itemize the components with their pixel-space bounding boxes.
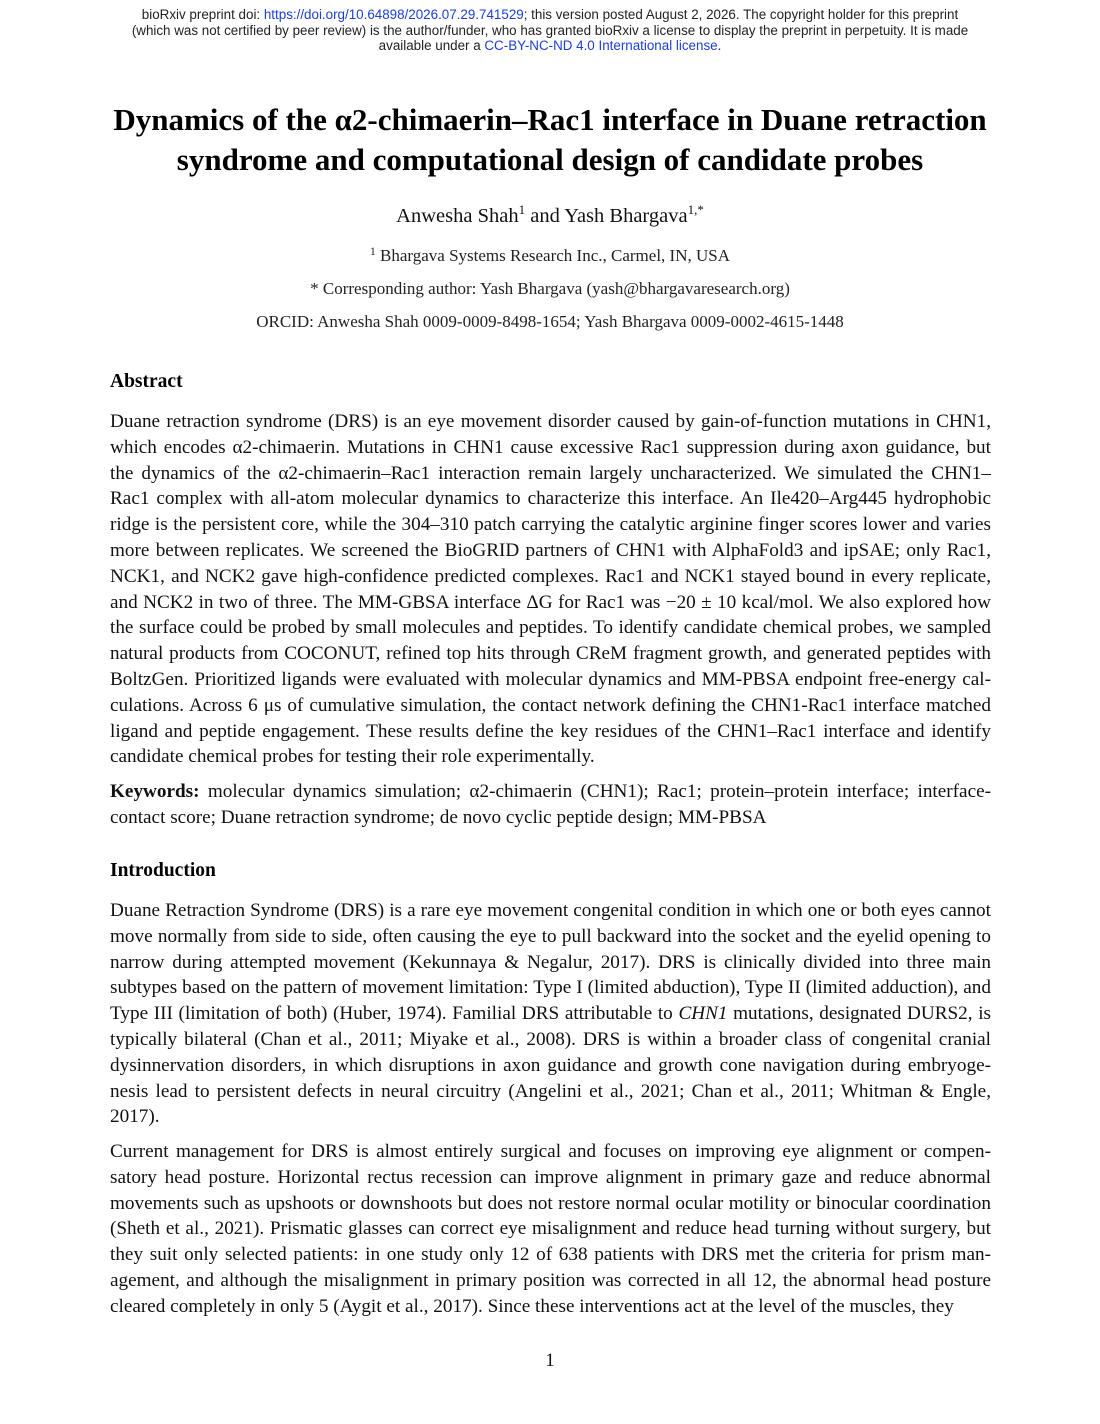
affiliation-text: Bhargava Systems Research Inc., Carmel, IN, USA xyxy=(375,246,730,265)
banner-line-2: (which was not certified by peer review) is the author/funder, who has granted bioRxiv a license to display the preprint in perpetuity. It is made xyxy=(131,22,969,38)
intro-p1-text-b: mutations, designated DURS2, is typically bilateral (Chan et al., 2011; Miyake et al., 2008). DRS is within a broader class of congenital cranial dysinnervation disorders, in which disruptions in axon guidance and growth cone navigation during embryogenesis lead to persistent defects in neural circuitry (Angelini et al., 2021; Chan et al., 2011; Whitman & Engle, 2017). xyxy=(110,1003,991,1128)
banner-doi-prefix: bioRxiv preprint doi: xyxy=(141,7,264,22)
affiliation-mark: 1 xyxy=(370,246,376,258)
abstract-body: Duane retraction syndrome (DRS) is an eye movement disorder caused by gain-of-function mutations in CHN1, which encodes α2-chimaerin. Mutations in CHN1 cause excessive Rac1 suppression during axon guidance, but the dynamics of the α2-chimaerin–Rac1 interaction remain largely uncharacterized. We simulated the CHN1–Rac1 complex with all-atom molecular dynamics to characterize this interface. An Ile420–Arg445 hydrophobic ridge is the persistent core, while the 304–310 patch carrying the catalytic arginine finger scores lower and varies more between replicates. We screened the BioGRID partners of CHN1 with AlphaFold3 and ipSAE; only Rac1, NCK1, and NCK2 gave high-confidence predicted complexes. Rac1 and NCK1 stayed bound in every replicate, and NCK2 in two of three. The MM-GBSA interface ΔG for Rac1 was −20 ± 10 kcal/mol. We also explored how the surface could be probed by small molecules and peptides. To identify candidate chemical probes, we sampled natural products from COCONUT, refined top hits through CReM fragment growth, and generated peptides with BoltzGen. Prioritized ligands were evaluated with molecular dynamics and MM-PBSA endpoint free-energy calculations. Across 6 μs of cumulative simulation, the contact network defining the CHN1-Rac1 interface matched ligand and peptide engagement. These results define the key residues of the CHN1–Rac1 interface and identify candidate chemical probes for testing their role experimentally. xyxy=(110,411,991,768)
abstract-heading: Abstract xyxy=(110,371,183,392)
keywords-label: Keywords: xyxy=(110,781,200,802)
introduction-heading: Introduction xyxy=(110,860,216,881)
orcid-line: ORCID: Anwesha Shah 0009-0009-8498-1654; Yash Bhargava 0009-0002-4615-1448 xyxy=(256,312,844,331)
paper-title xyxy=(80,100,1020,180)
author-affiliation-mark-2: 1,* xyxy=(687,202,704,217)
author-name-2: Yash Bhargava xyxy=(564,205,688,227)
introduction-paragraph-1 xyxy=(110,898,991,1130)
title-line-1: Dynamics of the α2-chimaerin–Rac1 interface in Duane retraction xyxy=(113,102,987,137)
preprint-banner xyxy=(60,7,1040,54)
doi-link[interactable]: https://doi.org/10.64898/2026.07.29.741529 xyxy=(263,7,524,22)
title-line-2: syndrome and computational design of candidate probes xyxy=(176,142,924,177)
author-name-1: Anwesha Shah xyxy=(396,205,519,227)
intro-p1-text-a: Duane Retraction Syndrome (DRS) is a rare eye movement congenital condition in which one or both eyes cannot move normally from side to side, often causing the eye to pull backward into the socket and the eyelid opening to narrow during attempted movement (Kekunnaya & Negalur, 2017). DRS is clinically divided into three main subtypes based on the pattern of movement limitation: Type I (limited abduction), Type II (limited adduction), and Type III (limitation of both) (Huber, 1974). Familial DRS attributable to xyxy=(110,900,991,1025)
keywords-text: molecular dynamics simulation; α2-chimaerin (CHN1); Rac1; protein–protein interface; interfacecontact score; Duane retraction syndrome; de novo cyclic peptide design; MM-PBSA xyxy=(110,781,991,828)
introduction-paragraph-2: Current management for DRS is almost entirely surgical and focuses on improving eye alignment or compensatory head posture. Horizontal rectus recession can improve alignment in primary gaze and reduce abnormal movements such as upshoots or downshoots but does not restore normal ocular motility or binocular coordination (Sheth et al., 2021). Prismatic glasses can correct eye misalignment and reduce head turning without surgery, but they suit only selected patients: in one study only 12 of 638 patients with DRS met the criteria for prism management, and although the misalignment in primary position was corrected in all 12, the abnormal head posture cleared completely in only 5 (Aygit et al., 2017). Since these interventions act at the level of the muscles, they xyxy=(110,1141,991,1317)
banner-doi-suffix: ; this version posted August 2, 2026. The copyright holder for this preprint xyxy=(523,7,959,22)
author-affiliation-mark-1: 1 xyxy=(518,202,526,217)
page-number: 1 xyxy=(545,1350,555,1371)
banner-license-suffix: . xyxy=(717,38,722,53)
corresponding-author: * Corresponding author: Yash Bhargava (yash@bhargavaresearch.org) xyxy=(310,279,790,298)
banner-line-1 xyxy=(60,7,1040,23)
banner-line-3 xyxy=(60,38,1040,54)
affiliation xyxy=(0,245,1100,267)
license-link[interactable]: CC-BY-NC-ND 4.0 International license xyxy=(484,38,718,53)
author-list xyxy=(0,203,1100,229)
gene-name: CHN1 xyxy=(678,1003,728,1025)
author-joiner: and xyxy=(525,205,565,227)
banner-license-prefix: available under a xyxy=(378,38,485,53)
keywords xyxy=(110,779,991,831)
